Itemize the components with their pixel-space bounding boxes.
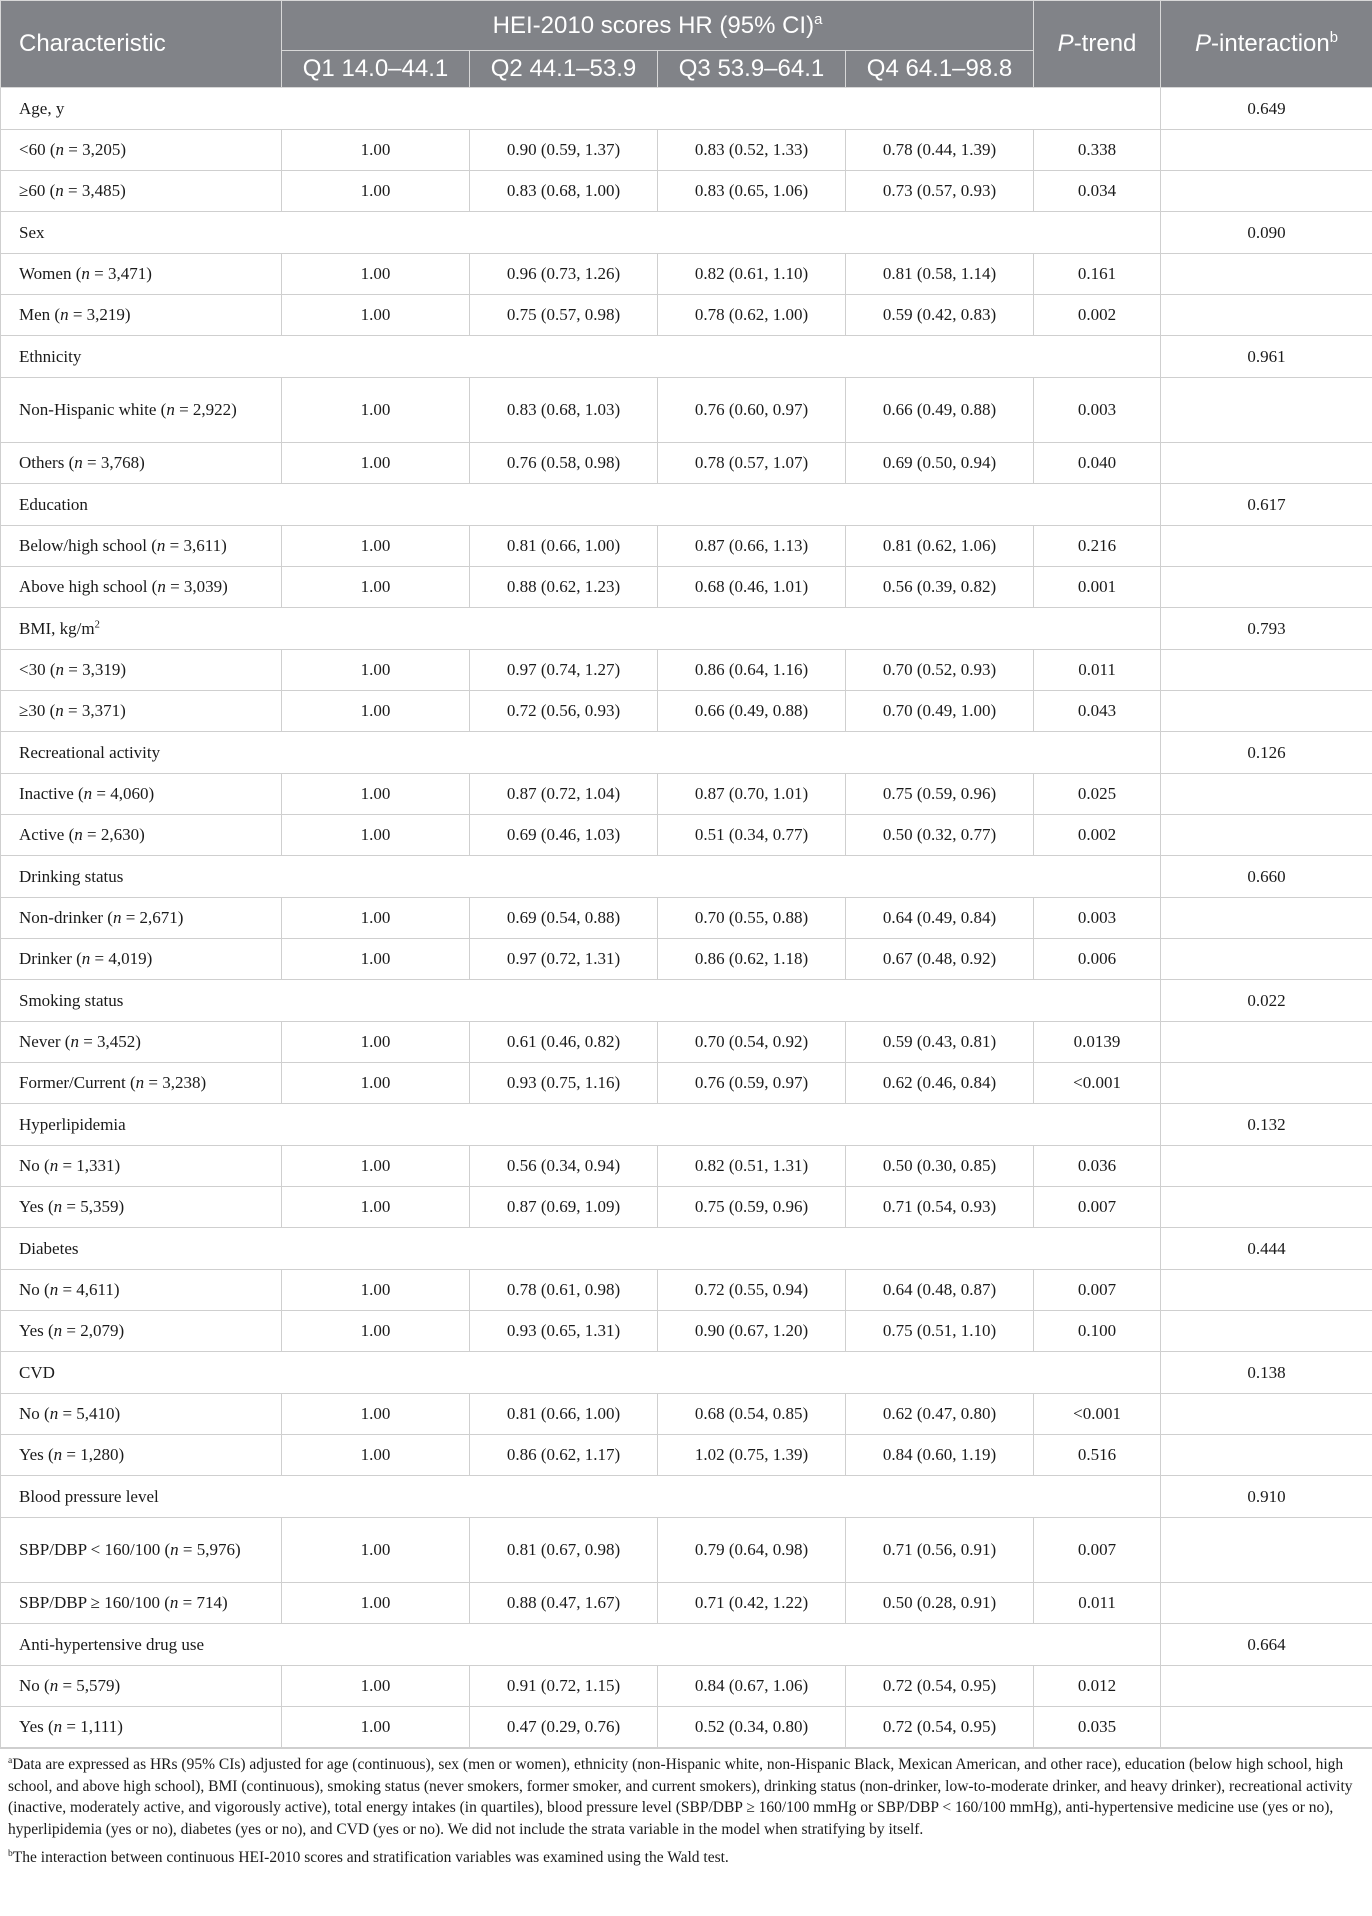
q1-value: 1.00	[282, 295, 470, 336]
p-interaction-empty	[1161, 1394, 1372, 1435]
q4-value: 0.64 (0.49, 0.84)	[846, 898, 1034, 939]
table-row	[1, 898, 1372, 939]
p-interaction-value: 0.022	[1161, 980, 1372, 1022]
q3-value: 0.87 (0.66, 1.13)	[658, 526, 846, 567]
q1-value: 1.00	[282, 1270, 470, 1311]
table-row	[1, 1146, 1372, 1187]
p-trend-value: 0.216	[1034, 526, 1161, 567]
p-interaction-empty	[1161, 774, 1372, 815]
q2-value: 0.87 (0.72, 1.04)	[470, 774, 658, 815]
p-interaction-empty	[1161, 130, 1372, 171]
table-row	[1, 130, 1372, 171]
row-label: Below/high school (n = 3,611)	[1, 526, 282, 567]
p-interaction-empty	[1161, 898, 1372, 939]
table-row	[1, 295, 1372, 336]
q2-value: 0.93 (0.65, 1.31)	[470, 1311, 658, 1352]
q4-value: 0.70 (0.52, 0.93)	[846, 650, 1034, 691]
p-interaction-empty	[1161, 1270, 1372, 1311]
p-interaction-value: 0.090	[1161, 212, 1372, 254]
q2-value: 0.83 (0.68, 1.03)	[470, 378, 658, 443]
row-label: No (n = 1,331)	[1, 1146, 282, 1187]
p-interaction-empty	[1161, 1518, 1372, 1583]
q2-value: 0.81 (0.67, 0.98)	[470, 1518, 658, 1583]
q4-value: 0.62 (0.46, 0.84)	[846, 1063, 1034, 1104]
header-q3: Q3 53.9–64.1	[658, 51, 846, 88]
p-trend-value: <0.001	[1034, 1063, 1161, 1104]
q4-value: 0.75 (0.59, 0.96)	[846, 774, 1034, 815]
row-label: Above high school (n = 3,039)	[1, 567, 282, 608]
q3-value: 0.83 (0.65, 1.06)	[658, 171, 846, 212]
p-trend-value: 0.161	[1034, 254, 1161, 295]
p-interaction-value: 0.664	[1161, 1624, 1372, 1666]
q3-value: 0.87 (0.70, 1.01)	[658, 774, 846, 815]
p-interaction-empty	[1161, 567, 1372, 608]
p-trend-value: 0.007	[1034, 1518, 1161, 1583]
table-row	[1, 1063, 1372, 1104]
q4-value: 0.75 (0.51, 1.10)	[846, 1311, 1034, 1352]
q2-value: 0.87 (0.69, 1.09)	[470, 1187, 658, 1228]
table-row	[1, 1707, 1372, 1748]
q3-value: 0.79 (0.64, 0.98)	[658, 1518, 846, 1583]
q3-value: 0.82 (0.51, 1.31)	[658, 1146, 846, 1187]
q3-value: 0.72 (0.55, 0.94)	[658, 1270, 846, 1311]
group-label: Education	[1, 484, 1161, 526]
p-trend-value: 0.003	[1034, 378, 1161, 443]
header-hei-scores	[282, 1, 1034, 51]
group-label: Smoking status	[1, 980, 1161, 1022]
table-row	[1, 815, 1372, 856]
p-trend-value: 0.043	[1034, 691, 1161, 732]
q4-value: 0.70 (0.49, 1.00)	[846, 691, 1034, 732]
q3-value: 1.02 (0.75, 1.39)	[658, 1435, 846, 1476]
group-label: Diabetes	[1, 1228, 1161, 1270]
q1-value: 1.00	[282, 1518, 470, 1583]
row-label: No (n = 5,579)	[1, 1666, 282, 1707]
table-row	[1, 254, 1372, 295]
group-label: Ethnicity	[1, 336, 1161, 378]
row-label: Women (n = 3,471)	[1, 254, 282, 295]
p-trend-value: 0.007	[1034, 1270, 1161, 1311]
q1-value: 1.00	[282, 254, 470, 295]
q3-value: 0.83 (0.52, 1.33)	[658, 130, 846, 171]
group-row	[1, 1476, 1372, 1518]
group-label: Sex	[1, 212, 1161, 254]
row-label: Never (n = 3,452)	[1, 1022, 282, 1063]
q4-value: 0.67 (0.48, 0.92)	[846, 939, 1034, 980]
q4-value: 0.72 (0.54, 0.95)	[846, 1707, 1034, 1748]
table-row	[1, 1187, 1372, 1228]
group-label: Hyperlipidemia	[1, 1104, 1161, 1146]
q4-value: 0.69 (0.50, 0.94)	[846, 443, 1034, 484]
q2-value: 0.83 (0.68, 1.00)	[470, 171, 658, 212]
p-interaction-empty	[1161, 378, 1372, 443]
p-trend-value: 0.002	[1034, 815, 1161, 856]
group-label: CVD	[1, 1352, 1161, 1394]
q2-value: 0.97 (0.74, 1.27)	[470, 650, 658, 691]
row-label: SBP/DBP < 160/100 (n = 5,976)	[1, 1518, 282, 1583]
row-label: Yes (n = 5,359)	[1, 1187, 282, 1228]
group-label: Age, y	[1, 88, 1161, 130]
table-row	[1, 171, 1372, 212]
q4-value: 0.78 (0.44, 1.39)	[846, 130, 1034, 171]
q2-value: 0.97 (0.72, 1.31)	[470, 939, 658, 980]
p-interaction-value: 0.132	[1161, 1104, 1372, 1146]
q4-value: 0.62 (0.47, 0.80)	[846, 1394, 1034, 1435]
q4-value: 0.50 (0.32, 0.77)	[846, 815, 1034, 856]
group-label: Recreational activity	[1, 732, 1161, 774]
row-label: Yes (n = 1,280)	[1, 1435, 282, 1476]
table-row	[1, 443, 1372, 484]
q2-value: 0.91 (0.72, 1.15)	[470, 1666, 658, 1707]
row-label: ≥30 (n = 3,371)	[1, 691, 282, 732]
q1-value: 1.00	[282, 567, 470, 608]
header-p-interaction: P-interaction$^b$	[1161, 1, 1372, 88]
row-label: Men (n = 3,219)	[1, 295, 282, 336]
p-trend-value: 0.003	[1034, 898, 1161, 939]
q3-value: 0.86 (0.64, 1.16)	[658, 650, 846, 691]
row-label: Active (n = 2,630)	[1, 815, 282, 856]
p-interaction-empty	[1161, 171, 1372, 212]
header-q4: Q4 64.1–98.8	[846, 51, 1034, 88]
q2-value: 0.88 (0.47, 1.67)	[470, 1583, 658, 1624]
p-interaction-empty	[1161, 815, 1372, 856]
q1-value: 1.00	[282, 1394, 470, 1435]
q3-value: 0.78 (0.57, 1.07)	[658, 443, 846, 484]
q1-value: 1.00	[282, 1022, 470, 1063]
table-body	[1, 88, 1372, 1748]
p-interaction-empty	[1161, 691, 1372, 732]
footnote-divider	[0, 1748, 1372, 1749]
q3-value: 0.66 (0.49, 0.88)	[658, 691, 846, 732]
table-row	[1, 1666, 1372, 1707]
q4-value: 0.59 (0.42, 0.83)	[846, 295, 1034, 336]
row-label: Inactive (n = 4,060)	[1, 774, 282, 815]
p-interaction-value: 0.126	[1161, 732, 1372, 774]
q2-value: 0.86 (0.62, 1.17)	[470, 1435, 658, 1476]
q1-value: 1.00	[282, 1063, 470, 1104]
p-interaction-empty	[1161, 1435, 1372, 1476]
q2-value: 0.90 (0.59, 1.37)	[470, 130, 658, 171]
q3-value: 0.76 (0.59, 0.97)	[658, 1063, 846, 1104]
q1-value: 1.00	[282, 1435, 470, 1476]
q4-value: 0.81 (0.62, 1.06)	[846, 526, 1034, 567]
p-trend-value: 0.007	[1034, 1187, 1161, 1228]
table-footnotes	[0, 1754, 1368, 1869]
p-trend-value: 0.001	[1034, 567, 1161, 608]
table-row	[1, 1311, 1372, 1352]
q4-value: 0.73 (0.57, 0.93)	[846, 171, 1034, 212]
group-row	[1, 1624, 1372, 1666]
q1-value: 1.00	[282, 691, 470, 732]
group-row	[1, 336, 1372, 378]
table-row	[1, 939, 1372, 980]
table-row	[1, 1435, 1372, 1476]
p-interaction-value: 0.617	[1161, 484, 1372, 526]
q4-value: 0.59 (0.43, 0.81)	[846, 1022, 1034, 1063]
p-interaction-empty	[1161, 526, 1372, 567]
q2-value: 0.69 (0.46, 1.03)	[470, 815, 658, 856]
q2-value: 0.78 (0.61, 0.98)	[470, 1270, 658, 1311]
q1-value: 1.00	[282, 815, 470, 856]
p-interaction-empty	[1161, 295, 1372, 336]
q1-value: 1.00	[282, 939, 470, 980]
p-interaction-value: 0.660	[1161, 856, 1372, 898]
q3-value: 0.75 (0.59, 0.96)	[658, 1187, 846, 1228]
q4-value: 0.84 (0.60, 1.19)	[846, 1435, 1034, 1476]
footnote-b: $^b$The interaction between continuous HEI-2010 scores and stratification variables was examined using the Wald test.	[8, 1847, 729, 1866]
q1-value: 1.00	[282, 378, 470, 443]
q3-value: 0.82 (0.61, 1.10)	[658, 254, 846, 295]
p-interaction-empty	[1161, 650, 1372, 691]
q3-value: 0.70 (0.55, 0.88)	[658, 898, 846, 939]
q1-value: 1.00	[282, 526, 470, 567]
p-interaction-empty	[1161, 1583, 1372, 1624]
q1-value: 1.00	[282, 1146, 470, 1187]
q3-value: 0.71 (0.42, 1.22)	[658, 1583, 846, 1624]
row-label: Non-Hispanic white (n = 2,922)	[1, 378, 282, 443]
p-trend-value: 0.338	[1034, 130, 1161, 171]
p-interaction-empty	[1161, 1187, 1372, 1228]
q2-value: 0.69 (0.54, 0.88)	[470, 898, 658, 939]
group-row	[1, 1228, 1372, 1270]
row-label: Drinker (n = 4,019)	[1, 939, 282, 980]
table-row	[1, 1583, 1372, 1624]
p-interaction-empty	[1161, 443, 1372, 484]
table-row	[1, 1518, 1372, 1583]
group-row	[1, 980, 1372, 1022]
group-row	[1, 608, 1372, 650]
footnote-a: $^a$Data are expressed as HRs (95% CIs) adjusted for age (continuous), sex (men or women), ethnicity (non-Hispanic white, non-Hispanic Black, Mexican American, and other race), education (below high school, high school, and above high school), BMI (continuous), smoking status (never smokers, former smoker, and current smokers), drinking status (non-drinker, low-to-moderate drinker, and heavy drinker), recreational activity (inactive, moderately active, and vigorously active), total energy intakes (in quartiles), blood pressure level (SBP/DBP ≥ 160/100 mmHg or SBP/DBP < 160/100 mmHg), anti-hypertensive medicine use (yes or no), hyperlipidemia (yes or no), diabetes (yes or no), and CVD (yes or no). We did not include the strata variable in the model when stratifying by itself.	[8, 1754, 1353, 1838]
q3-value: 0.78 (0.62, 1.00)	[658, 295, 846, 336]
group-row	[1, 1104, 1372, 1146]
group-label: Anti-hypertensive drug use	[1, 1624, 1161, 1666]
p-interaction-empty	[1161, 1022, 1372, 1063]
p-interaction-value: 0.138	[1161, 1352, 1372, 1394]
row-label: Others (n = 3,768)	[1, 443, 282, 484]
header-q2: Q2 44.1–53.9	[470, 51, 658, 88]
p-trend-value: 0.006	[1034, 939, 1161, 980]
q1-value: 1.00	[282, 1583, 470, 1624]
q2-value: 0.96 (0.73, 1.26)	[470, 254, 658, 295]
table-row	[1, 567, 1372, 608]
p-interaction-empty	[1161, 1311, 1372, 1352]
q1-value: 1.00	[282, 774, 470, 815]
row-label: ≥60 (n = 3,485)	[1, 171, 282, 212]
q3-value: 0.90 (0.67, 1.20)	[658, 1311, 846, 1352]
q1-value: 1.00	[282, 1707, 470, 1748]
q4-value: 0.50 (0.30, 0.85)	[846, 1146, 1034, 1187]
q4-value: 0.50 (0.28, 0.91)	[846, 1583, 1034, 1624]
q1-value: 1.00	[282, 171, 470, 212]
p-trend-value: 0.012	[1034, 1666, 1161, 1707]
row-label: Former/Current (n = 3,238)	[1, 1063, 282, 1104]
footnote-ref-b: b	[1329, 30, 1339, 46]
p-trend-value: 0.034	[1034, 171, 1161, 212]
table-row	[1, 774, 1372, 815]
p-trend-value: <0.001	[1034, 1394, 1161, 1435]
group-row	[1, 1352, 1372, 1394]
q2-value: 0.81 (0.66, 1.00)	[470, 526, 658, 567]
q2-value: 0.88 (0.62, 1.23)	[470, 567, 658, 608]
p-interaction-empty	[1161, 1707, 1372, 1748]
q1-value: 1.00	[282, 1666, 470, 1707]
p-trend-value: 0.002	[1034, 295, 1161, 336]
table-row	[1, 691, 1372, 732]
q4-value: 0.56 (0.39, 0.82)	[846, 567, 1034, 608]
q3-value: 0.84 (0.67, 1.06)	[658, 1666, 846, 1707]
group-row	[1, 88, 1372, 130]
table-row	[1, 1022, 1372, 1063]
p-trend-value: 0.036	[1034, 1146, 1161, 1187]
table-header	[1, 1, 1372, 88]
p-trend-value: 0.0139	[1034, 1022, 1161, 1063]
table-row	[1, 526, 1372, 567]
q1-value: 1.00	[282, 443, 470, 484]
group-label: Blood pressure level	[1, 1476, 1161, 1518]
p-trend-value: 0.011	[1034, 1583, 1161, 1624]
p-interaction-empty	[1161, 254, 1372, 295]
group-row	[1, 856, 1372, 898]
q1-value: 1.00	[282, 650, 470, 691]
q3-value: 0.68 (0.54, 0.85)	[658, 1394, 846, 1435]
q2-value: 0.72 (0.56, 0.93)	[470, 691, 658, 732]
p-interaction-empty	[1161, 939, 1372, 980]
q4-value: 0.64 (0.48, 0.87)	[846, 1270, 1034, 1311]
p-interaction-empty	[1161, 1063, 1372, 1104]
group-row	[1, 484, 1372, 526]
p-interaction-value: 0.444	[1161, 1228, 1372, 1270]
q2-value: 0.93 (0.75, 1.16)	[470, 1063, 658, 1104]
header-p-trend: P-trend	[1034, 1, 1161, 88]
q3-value: 0.51 (0.34, 0.77)	[658, 815, 846, 856]
header-q1: Q1 14.0–44.1	[282, 51, 470, 88]
q4-value: 0.72 (0.54, 0.95)	[846, 1666, 1034, 1707]
table-row	[1, 1270, 1372, 1311]
row-label: <30 (n = 3,319)	[1, 650, 282, 691]
q3-value: 0.52 (0.34, 0.80)	[658, 1707, 846, 1748]
q4-value: 0.66 (0.49, 0.88)	[846, 378, 1034, 443]
row-label: No (n = 4,611)	[1, 1270, 282, 1311]
row-label: SBP/DBP ≥ 160/100 (n = 714)	[1, 1583, 282, 1624]
p-trend-value: 0.035	[1034, 1707, 1161, 1748]
p-interaction-empty	[1161, 1666, 1372, 1707]
p-interaction-value: 0.961	[1161, 336, 1372, 378]
q2-value: 0.75 (0.57, 0.98)	[470, 295, 658, 336]
row-label: <60 (n = 3,205)	[1, 130, 282, 171]
p-trend-value: 0.011	[1034, 650, 1161, 691]
q3-value: 0.86 (0.62, 1.18)	[658, 939, 846, 980]
p-interaction-value: 0.649	[1161, 88, 1372, 130]
row-label: Non-drinker (n = 2,671)	[1, 898, 282, 939]
q4-value: 0.81 (0.58, 1.14)	[846, 254, 1034, 295]
p-trend-value: 0.040	[1034, 443, 1161, 484]
p-trend-value: 0.516	[1034, 1435, 1161, 1476]
header-hei-title: HEI-2010 scores HR (95% CI)	[492, 11, 815, 39]
q2-value: 0.61 (0.46, 0.82)	[470, 1022, 658, 1063]
q2-value: 0.47 (0.29, 0.76)	[470, 1707, 658, 1748]
group-row	[1, 732, 1372, 774]
q4-value: 0.71 (0.54, 0.93)	[846, 1187, 1034, 1228]
q2-value: 0.81 (0.66, 1.00)	[470, 1394, 658, 1435]
q1-value: 1.00	[282, 1311, 470, 1352]
q3-value: 0.70 (0.54, 0.92)	[658, 1022, 846, 1063]
row-label: Yes (n = 2,079)	[1, 1311, 282, 1352]
row-label: Yes (n = 1,111)	[1, 1707, 282, 1748]
group-label: Drinking status	[1, 856, 1161, 898]
p-interaction-value: 0.793	[1161, 608, 1372, 650]
q3-value: 0.76 (0.60, 0.97)	[658, 378, 846, 443]
group-label: BMI, $kg/m^2$	[1, 608, 1161, 650]
footnote-ref-a: a	[814, 11, 823, 28]
header-characteristic: Characteristic	[1, 1, 282, 88]
p-interaction-empty	[1161, 1146, 1372, 1187]
q1-value: 1.00	[282, 130, 470, 171]
p-interaction-value: 0.910	[1161, 1476, 1372, 1518]
group-row	[1, 212, 1372, 254]
table-row	[1, 1394, 1372, 1435]
q1-value: 1.00	[282, 1187, 470, 1228]
table-row	[1, 378, 1372, 443]
q1-value: 1.00	[282, 898, 470, 939]
q3-value: 0.68 (0.46, 1.01)	[658, 567, 846, 608]
p-trend-value: 0.100	[1034, 1311, 1161, 1352]
q2-value: 0.56 (0.34, 0.94)	[470, 1146, 658, 1187]
row-label: No (n = 5,410)	[1, 1394, 282, 1435]
q2-value: 0.76 (0.58, 0.98)	[470, 443, 658, 484]
q4-value: 0.71 (0.56, 0.91)	[846, 1518, 1034, 1583]
p-trend-value: 0.025	[1034, 774, 1161, 815]
table-row	[1, 650, 1372, 691]
